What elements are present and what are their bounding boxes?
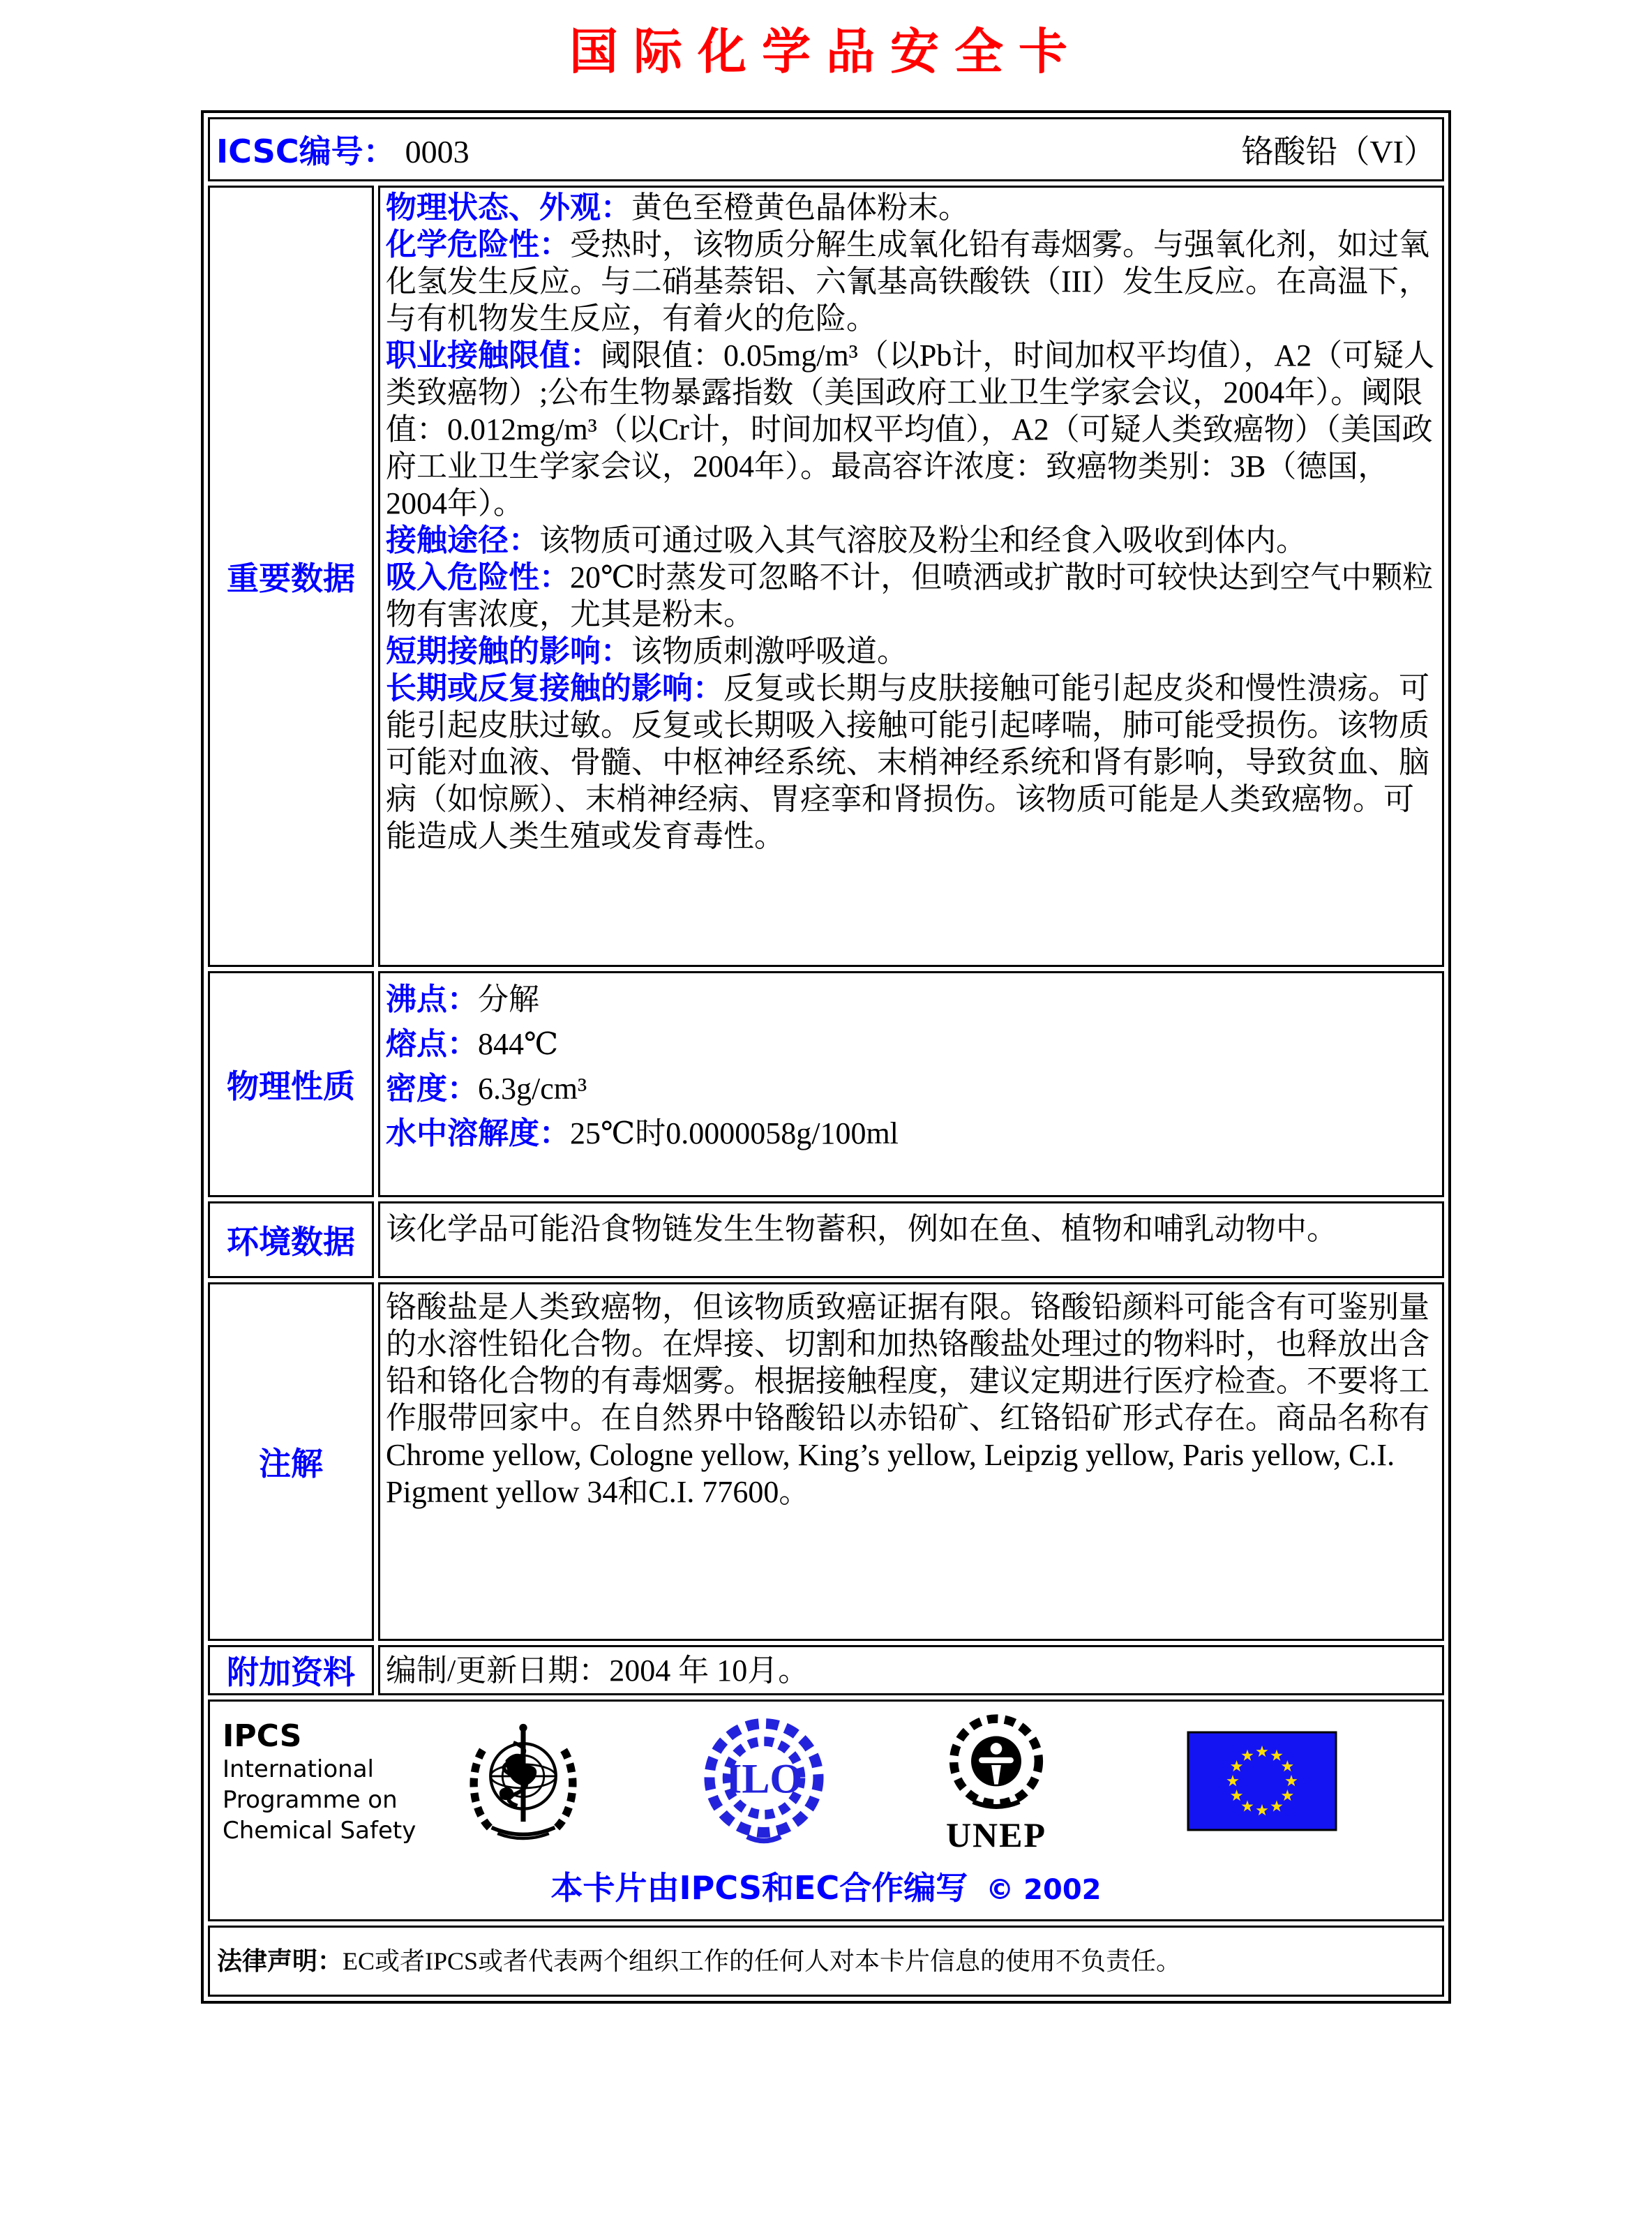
ipcs-text-block <box>223 1719 432 1846</box>
additional-info-row <box>208 1645 1444 1695</box>
notes-text: 铬酸盐是人类致癌物，但该物质致癌证据有限。铬酸铅颜料可能含有可鉴别量的水溶性铅化合物。在焊接、切割和加热铬酸盐处理过的物料时，也释放出含铅和铬化合物的有毒烟雾。根据接触程度，建议定期进行医疗检查。不要将工作服带回家中。在自然界中铬酸铅以赤铅矿、红铬铅矿形式存在。商品名称有Chrome yellow, Cologne yellow, King’s yellow, Leipzig yellow, Paris yellow, C.I. Pigment yellow 34和C.I. 77600。 <box>386 1290 1429 1509</box>
important-data-row <box>208 186 1444 967</box>
field-value: 阈限值：0.05mg/m³（以Pb计，时间加权平均值），A2（可疑人类致癌物）;公布生物暴露指数（美国政府工业卫生学家会议，2004年）。阈限值：0.012mg/m³（以Cr计，时间加权平均值），A2（可疑人类致癌物）（美国政府工业卫生学家会议，2004年）。最高容许浓度：致癌物类别：3B（德国，2004年）。 <box>386 338 1435 520</box>
physical-item <box>386 1022 1435 1067</box>
page-title: 国际化学品安全卡 <box>569 23 1083 80</box>
field-value: 20℃时蒸发可忽略不计，但喷洒或扩散时可较快达到空气中颗粒物有害浓度，尤其是粉末。 <box>386 560 1434 631</box>
field-value: 844℃ <box>478 1027 559 1061</box>
environmental-data-text: 该化学品可能沿食物链发生生物蓄积，例如在鱼、植物和哺乳动物中。 <box>386 1212 1337 1246</box>
attribution-text: 本卡片由IPCS和EC合作编写 <box>550 1868 968 1907</box>
physical-properties-content <box>378 971 1444 1197</box>
field-value: 分解 <box>478 982 539 1016</box>
logos-row <box>208 1699 1444 1921</box>
field-label: 吸入危险性： <box>386 560 570 595</box>
additional-info-row-label: 附加资料 <box>208 1645 374 1695</box>
unep-logo-text: UNEP <box>945 1815 1047 1854</box>
header-cell <box>208 117 1444 181</box>
legal-text: EC或者IPCS或者代表两个组织工作的任何人对本卡片信息的使用不负责任。 <box>343 1946 1182 1975</box>
ipcs-line: Chemical Safety <box>223 1817 416 1845</box>
environmental-data-row-label: 环境数据 <box>208 1201 374 1278</box>
important-data-row-label: 重要数据 <box>208 186 374 967</box>
legal-row <box>208 1926 1444 1997</box>
field-label: 沸点： <box>386 982 478 1017</box>
legal-label: 法律声明： <box>217 1946 343 1976</box>
important-item <box>386 670 1435 855</box>
icsc-number-value: 0003 <box>405 134 470 170</box>
copyright-text: © 2002 <box>986 1873 1102 1906</box>
physical-item <box>386 1067 1435 1111</box>
additional-info-text: 编制/更新日期：2004 年 10月。 <box>386 1653 809 1688</box>
additional-info-content <box>378 1645 1444 1695</box>
ipcs-title: IPCS <box>223 1718 302 1754</box>
icsc-card-table <box>201 110 1451 2004</box>
physical-properties-row <box>208 971 1444 1197</box>
important-item <box>386 226 1435 337</box>
field-label: 短期接触的影响： <box>386 633 631 669</box>
field-label: 水中溶解度： <box>386 1116 570 1151</box>
notes-row-label: 注解 <box>208 1282 374 1641</box>
legal-cell <box>208 1926 1444 1997</box>
field-label: 熔点： <box>386 1026 478 1062</box>
who-logo-icon <box>464 1713 583 1853</box>
notes-content <box>378 1282 1444 1641</box>
field-value: 反复或长期与皮肤接触可能引起皮炎和慢性溃疡。可能引起皮肤过敏。反复或长期吸入接触可能引起哮喘，肺可能受损伤。该物质可能对血液、骨髓、中枢神经系统、末梢神经系统和肾有影响，导致贫血、脑病（如惊厥）、末梢神经病、胃痉挛和肾损伤。该物质可能是人类致癌物。可能造成人类生殖或发育毒性。 <box>386 671 1429 853</box>
field-value: 6.3g/cm³ <box>478 1072 587 1106</box>
field-label: 化学危险性： <box>386 227 570 262</box>
field-label: 长期或反复接触的影响： <box>386 670 723 706</box>
environmental-data-row <box>208 1201 1444 1278</box>
important-item <box>386 559 1435 633</box>
important-item <box>386 337 1435 522</box>
chemical-name: 铬酸铅（VI） <box>1241 134 1436 170</box>
important-item <box>386 189 1435 226</box>
attribution-line <box>223 1863 1429 1909</box>
icsc-number-label: ICSC编号： <box>216 133 396 170</box>
environmental-data-content <box>378 1201 1444 1278</box>
physical-item <box>386 1111 1435 1156</box>
ipcs-line: International <box>223 1755 374 1783</box>
important-item <box>386 522 1435 559</box>
field-label: 职业接触限值： <box>386 338 601 373</box>
logos-cell <box>208 1699 1444 1921</box>
important-item <box>386 633 1435 670</box>
field-label: 密度： <box>386 1071 478 1106</box>
physical-properties-row-label: 物理性质 <box>208 971 374 1197</box>
notes-row <box>208 1282 1444 1641</box>
field-value: 黄色至橙黄色晶体粉末。 <box>631 190 969 225</box>
eu-flag-icon <box>1187 1731 1337 1835</box>
icsc-number-group <box>216 126 470 172</box>
ilo-letters: ILO <box>725 1755 803 1801</box>
unep-logo-icon <box>938 1713 1054 1853</box>
ilo-logo-icon <box>701 1713 827 1853</box>
field-value: 该物质可通过吸入其气溶胶及粉尘和经食入吸收到体内。 <box>539 523 1307 557</box>
field-label: 接触途径： <box>386 523 539 558</box>
ipcs-line: Programme on <box>223 1786 398 1814</box>
important-data-content <box>378 186 1444 967</box>
field-value: 受热时，该物质分解生成氧化铅有毒烟雾。与强氧化剂，如过氧化氢发生反应。与二硝基萘铝、六氰基高铁酸铁（III）发生反应。在高温下，与有机物发生反应，有着火的危险。 <box>386 227 1429 336</box>
header-row <box>208 117 1444 181</box>
field-value: 25℃时0.0000058g/100ml <box>570 1116 899 1150</box>
field-label: 物理状态、外观： <box>386 190 631 225</box>
field-value: 该物质刺激呼吸道。 <box>631 634 908 668</box>
physical-item <box>386 977 1435 1022</box>
